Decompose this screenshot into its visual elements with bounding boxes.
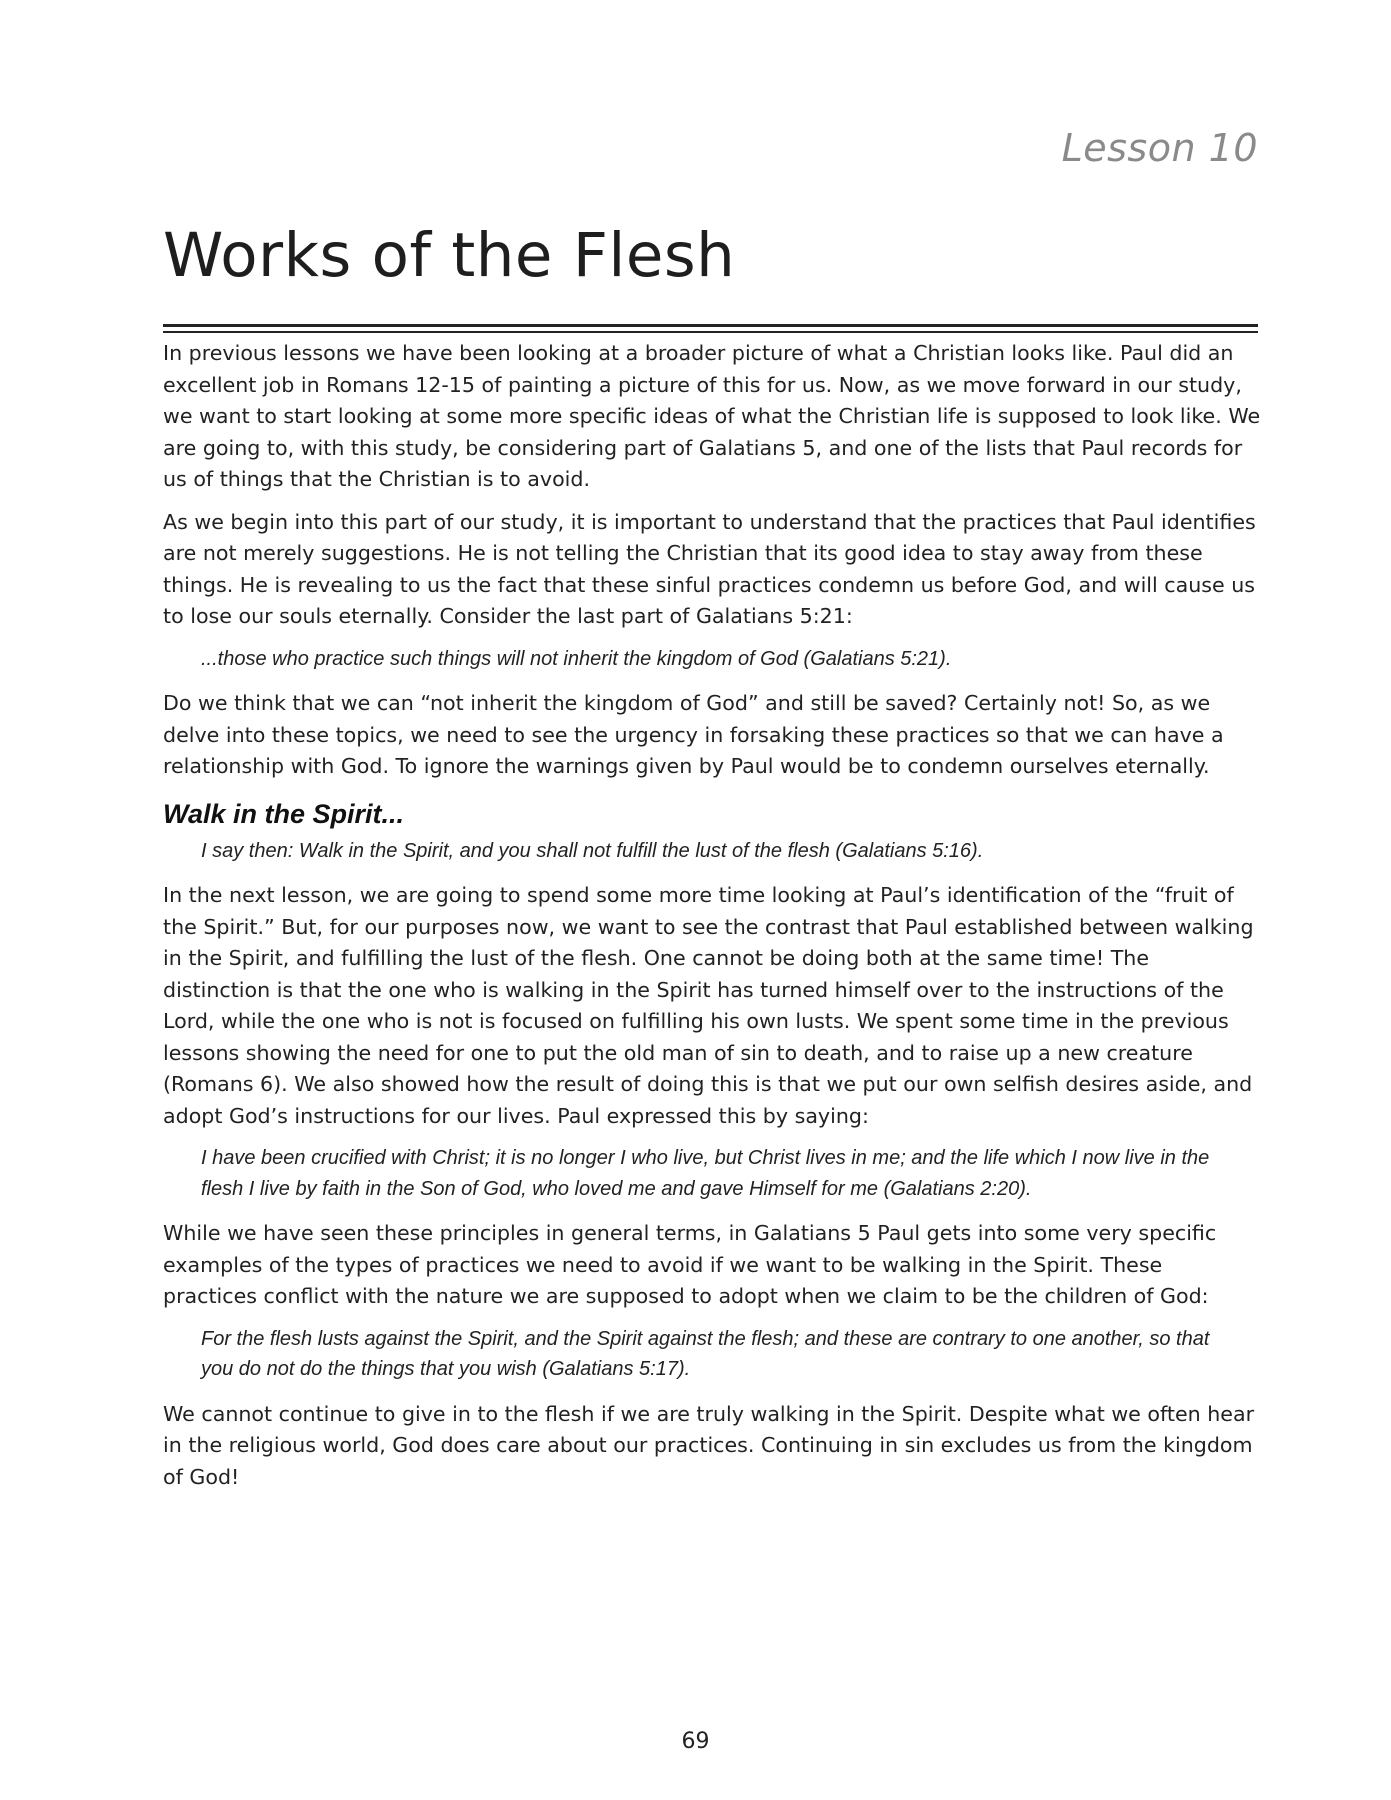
paragraph-practices: As we begin into this part of our study, it is important to understand that the practices that Paul identifies are not merely suggestions. He is not telling the Christian that its good idea to stay away from these things. He is revealing to us the fact that these sinful practices condemn us before God, and will cause us to lose our souls eternally. Consider the last part of Galatians 5:21:	[163, 509, 1256, 628]
scripture-quote-galatians-5-17: For the flesh lusts against the Spirit, and the Spirit against the flesh; and these are contrary to one another, so that you do not do the things that you wish (Galatians 5:17).	[201, 1327, 1210, 1380]
paragraph-specific-examples: While we have seen these principles in general terms, in Galatians 5 Paul gets into some very specific examples of the types of practices we need to avoid if we want to be walking in the Spirit. These practices conflict with the nature we are supposed to adopt when we claim to be the children of God:	[163, 1221, 1217, 1308]
scripture-quote-galatians-5-16: I say then: Walk in the Spirit, and you shall not fulfill the lust of the flesh (Galatians 5:16).	[201, 839, 984, 862]
paragraph-conclusion: We cannot continue to give in to the flesh if we are truly walking in the Spirit. Despite what we often hear in the religious world, God does care about our practices. Continuing in sin excludes us from the kingdom of God!	[163, 1401, 1255, 1489]
page-title: Works of the Flesh	[163, 220, 736, 291]
paragraph-intro: In previous lessons we have been looking at a broader picture of what a Christian looks like. Paul did an excellent job in Romans 12-15 of painting a picture of this for us. Now, as we move forward in our study, we want to start looking at some more specific ideas of what the Christian life is supposed to look like. We are going to, with this study, be considering part of Galatians 5, and one of the lists that Paul records for us of things that the Christian is to avoid.	[163, 341, 1261, 491]
paragraph-urgency: Do we think that we can “not inherit the kingdom of God” and still be saved? Certainly not! So, as we delve into these topics, we need to see the urgency in forsaking these practices so that we can have a relationship with God. To ignore the warnings given by Paul would be to condemn ourselves eternally.	[163, 691, 1224, 778]
paragraph-contrast: In the next lesson, we are going to spend some more time looking at Paul’s identification of the “fruit of the Spirit.” But, for our purposes now, we want to see the contrast that Paul established between walking in the Spirit, and fulfilling the lust of the flesh. One cannot be doing both at the same time! The distinction is that the one who is walking in the Spirit has turned himself over to the instructions of the Lord, while the one who is not is focused on fulfilling his own lusts. We spent some time in the previous lessons showing the need for one to put the old man of sin to death, and to raise up a new creature (Romans 6). We also showed how the result of doing this is that we put our own selfish desires aside, and adopt God’s instructions for our lives. Paul expressed this by saying:	[163, 883, 1254, 1128]
page-number: 69	[681, 1729, 710, 1754]
body-content	[163, 338, 1261, 1504]
lesson-label: Lesson 10	[1061, 126, 1258, 170]
title-rule-thin	[163, 331, 1258, 333]
scripture-quote-galatians-5-21: ...those who practice such things will not inherit the kingdom of God (Galatians 5:21).	[201, 647, 952, 670]
title-rule-thick	[163, 324, 1258, 327]
section-heading-walk-in-spirit: Walk in the Spirit...	[163, 798, 405, 829]
scripture-quote-galatians-2-20: I have been crucified with Christ; it is no longer I who live, but Christ lives in me; and the life which I now live in the flesh I live by faith in the Son of God, who loved me and gave Himself for me (Galatians 2:20).	[201, 1147, 1210, 1200]
